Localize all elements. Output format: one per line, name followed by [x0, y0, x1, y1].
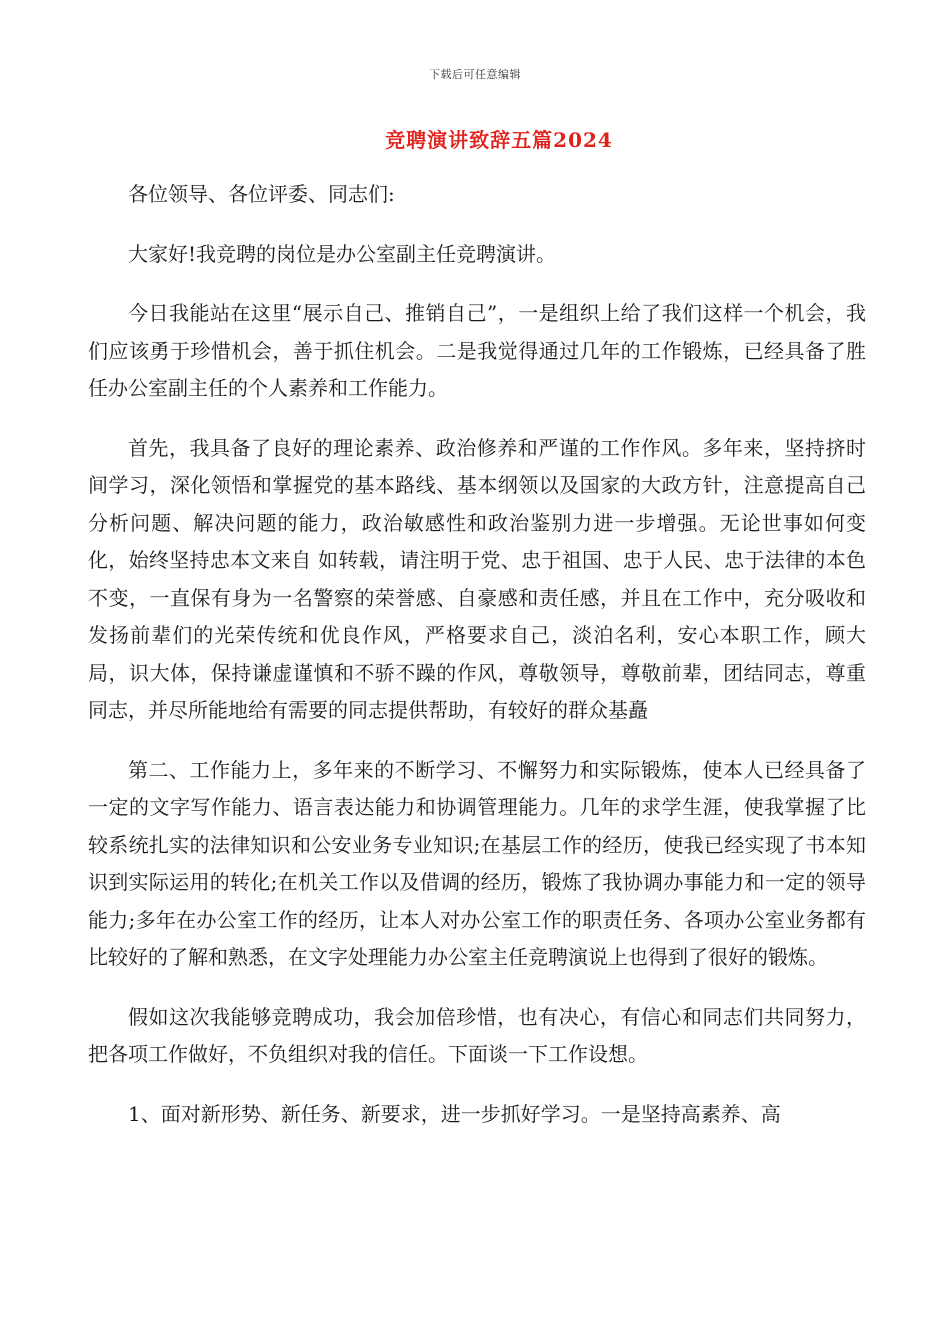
header-note: 下载后可任意编辑 [429, 68, 521, 81]
paragraph-first-point: 首先，我具备了良好的理论素养、政治修养和严谨的工作作风。多年来，坚持挤时间学习，深化领悟和掌握党的基本路线、基本纲领以及国家的大政方针，注意提高自己分析问题、解决问题的能力，政治敏感性和政治鉴别力进一步增强。无论世事如何变化，始终坚持忠本文来自 如转载，请注明于党、忠于祖国、忠于人民、忠于法律的本色不变，一直保有身为一名警察的荣誉感、自豪感和责任感，并且在工作中，充分吸收和发扬前辈们的光荣传统和优良作风，严格要求自己，淡泊名利，安心本职工作，顾大局，识大体，保持谦虚谨慎和不骄不躁的作风，尊敬领导，尊敬前辈，团结同志，尊重同志，并尽所能地给有需要的同志提供帮助，有较好的群众基矗 [88, 435, 866, 722]
paragraph-intro: 今日我能站在这里“展示自己、推销自己”，一是组织上给了我们这样一个机会，我们应该勇于珍惜机会，善于抓住机会。二是我觉得通过几年的工作锻炼，已经具备了胜任办公室副主任的个人素养和工作能力。 [88, 301, 866, 400]
paragraph-second-point: 第二、工作能力上，多年来的不断学习、不懈努力和实际锻炼，使本人已经具备了一定的文字写作能力、语言表达能力和协调管理能力。几年的求学生涯，使我掌握了比较系统扎实的法律知识和公安业务专业知识;在基层工作的经历，使我已经实现了书本知识到实际运用的转化;在机关工作以及借调的经历，锻炼了我协调办事能力和一定的领导能力;多年在办公室工作的经历，让本人对办公室工作的职责任务、各项办公室业务都有比较好的了解和熟悉，在文字处理能力办公室主任竞聘演说上也得到了很好的锻炼。 [88, 757, 866, 969]
paragraph-salutation: 各位领导、各位评委、同志们: [128, 182, 395, 206]
paragraph-plan-item-1: 1、面对新形势、新任务、新要求，进一步抓好学习。一是坚持高素养、高 [128, 1101, 781, 1126]
paragraph-greeting: 大家好!我竞聘的岗位是办公室副主任竞聘演讲。 [128, 241, 557, 266]
paragraph-commitment: 假如这次我能够竞聘成功，我会加倍珍惜，也有决心，有信心和同志们共同努力，把各项工作做好，不负组织对我的信任。下面谈一下工作设想。 [88, 1004, 866, 1066]
document-body [88, 176, 866, 1155]
document-title: 竞聘演讲致辞五篇2024 [385, 128, 613, 152]
